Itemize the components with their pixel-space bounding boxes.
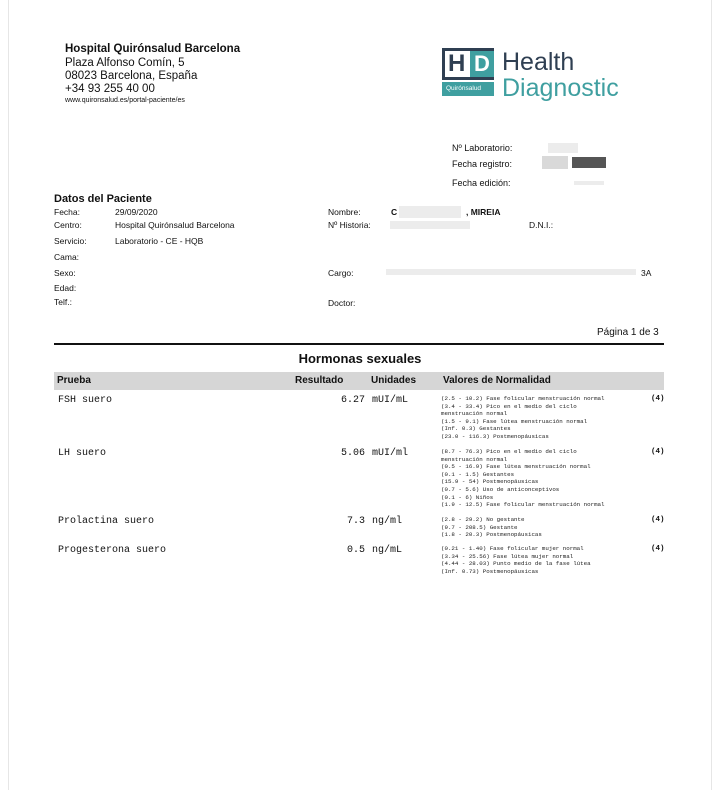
ref-line: (1.8 - 20.3) Postmenopáusicas [441, 531, 542, 539]
ref-line: (3.34 - 25.56) Fase lútea mujer normal [441, 552, 574, 560]
hospital-address-2: 08023 Barcelona, España [65, 70, 198, 82]
row-fsh-ref [441, 395, 605, 441]
redacted-cargo [386, 269, 636, 275]
nombre-value: , MIREIA [466, 207, 501, 217]
row-prolactina-result: 7.3 [346, 516, 365, 527]
row-fsh-name: FSH suero [58, 395, 113, 406]
row-prolactina-name: Prolactina suero [58, 516, 155, 527]
ref-line: (1.9 - 12.5) Fase folicular menstruación normal [441, 501, 605, 509]
ref-line: (2.8 - 29.2) No gestante [441, 516, 525, 523]
centro-label: Centro: [54, 220, 82, 230]
ref-line: (15.9 - 54) Postmenopáusicas [441, 478, 539, 486]
row-lh-ref [441, 448, 605, 509]
page-edge-right [711, 0, 712, 790]
redacted-registro-a [542, 156, 568, 169]
servicio-label: Servicio: [54, 236, 87, 246]
row-lh-unit: mUI/ml [372, 448, 409, 459]
redacted-lab-number [548, 143, 578, 153]
logo-word-diagnostic: Diagnostic [502, 74, 619, 102]
row-progesterona-note: (4) [651, 545, 665, 553]
dni-label: D.N.I.: [529, 220, 554, 230]
sexo-label: Sexo: [54, 268, 76, 278]
telf-label: Telf.: [54, 297, 72, 307]
row-fsh-note: (4) [651, 395, 665, 403]
ref-line: (3.4 - 33.4) Pico en el medio del ciclo [441, 402, 577, 410]
ref-line: menstruación normal [441, 455, 508, 463]
ref-line: (0.5 - 16.9) Fase lútea menstruación normal [441, 463, 591, 471]
logo-word-health: Health [502, 48, 575, 76]
hospital-url: www.quironsalud.es/portal-paciente/es [65, 97, 185, 104]
hospital-phone: +34 93 255 40 00 [65, 83, 155, 95]
row-lh-result: 5.06 [340, 448, 365, 459]
ref-line: (9.7 - 208.5) Gestante [441, 523, 518, 531]
edad-label: Edad: [54, 283, 77, 293]
row-prolactina-ref [441, 516, 542, 539]
row-lh-note: (4) [651, 448, 665, 456]
header-prueba: Prueba [57, 375, 91, 386]
divider-rule [54, 343, 664, 345]
ref-line: (1.5 - 9.1) Fase lútea menstruación normal [441, 417, 588, 425]
ref-line: (0.1 - 6) Niños [441, 493, 494, 501]
centro-value: Hospital Quirónsalud Barcelona [115, 220, 235, 230]
redacted-historia [390, 221, 470, 229]
ref-line: menstruación normal [441, 410, 508, 418]
fecha-label: Fecha: [54, 207, 80, 217]
header-valores: Valores de Normalidad [443, 375, 551, 386]
cama-label: Cama: [54, 252, 80, 262]
row-lh-name: LH suero [58, 448, 107, 459]
logo-hd-frame [442, 48, 494, 80]
table-header-bar [54, 372, 664, 390]
redacted-edicion [574, 181, 604, 185]
hospital-address-1: Plaza Alfonso Comín, 5 [65, 57, 185, 69]
ref-line: (23.0 - 116.3) Postmenopáusicas [441, 432, 549, 440]
row-progesterona-result: 0.5 [346, 545, 365, 556]
page-edge-left [8, 0, 9, 790]
ref-line: (0.1 - 1.5) Gestantes [441, 470, 515, 478]
header-unidades: Unidades [371, 375, 417, 386]
historia-label: Nº Historia: [328, 220, 371, 230]
ref-line: (0.21 - 1.40) Fase folicular mujer normal [441, 545, 584, 552]
health-diagnostic-logo-icon [442, 48, 494, 98]
patient-section-title: Datos del Paciente [54, 193, 152, 205]
row-prolactina-unit: ng/ml [372, 516, 403, 527]
ref-line: (4.44 - 28.03) Punto medio de la fase lútea [441, 560, 591, 568]
lab-number-label: Nº Laboratorio: [452, 143, 513, 153]
row-progesterona-name: Progesterona suero [58, 545, 167, 556]
row-prolactina-note: (4) [651, 516, 665, 524]
logo-quironsalud: Quirónsalud [442, 82, 494, 96]
header-resultado: Resultado [295, 375, 344, 386]
cargo-label: Cargo: [328, 268, 354, 278]
row-fsh-unit: mUI/mL [372, 395, 409, 406]
ref-line: (Inf. 0.3) Gestantes [441, 425, 511, 433]
row-progesterona-ref [441, 545, 591, 575]
ref-line: (Inf. 0.73) Postmenopáusicas [441, 567, 539, 575]
table-title: Hormonas sexuales [298, 351, 422, 366]
logo-h: H [448, 50, 466, 77]
redacted-surname [399, 206, 461, 218]
redacted-registro-b [572, 157, 606, 168]
hospital-name: Hospital Quirónsalud Barcelona [65, 43, 241, 55]
registro-date-label: Fecha registro: [452, 159, 513, 169]
logo-d: D [470, 51, 494, 77]
row-progesterona-unit: ng/mL [372, 545, 403, 556]
nombre-label: Nombre: [328, 207, 361, 217]
ref-line: (0.7 - 5.6) Uso de anticonceptivos [441, 485, 560, 493]
ref-line: (2.5 - 10.2) Fase folicular menstruación normal [441, 395, 605, 402]
fecha-value: 29/09/2020 [115, 207, 158, 217]
ref-line: (8.7 - 76.3) Pico en el medio del ciclo [441, 448, 577, 455]
servicio-value: Laboratorio - CE - HQB [115, 236, 204, 246]
nombre-initial: C [391, 207, 398, 217]
page-number: Página 1 de 3 [597, 327, 659, 338]
row-fsh-result: 6.27 [340, 395, 365, 406]
edicion-date-label: Fecha edición: [452, 178, 511, 188]
cargo-tail: 3A [641, 268, 652, 278]
doctor-label: Doctor: [328, 298, 356, 308]
